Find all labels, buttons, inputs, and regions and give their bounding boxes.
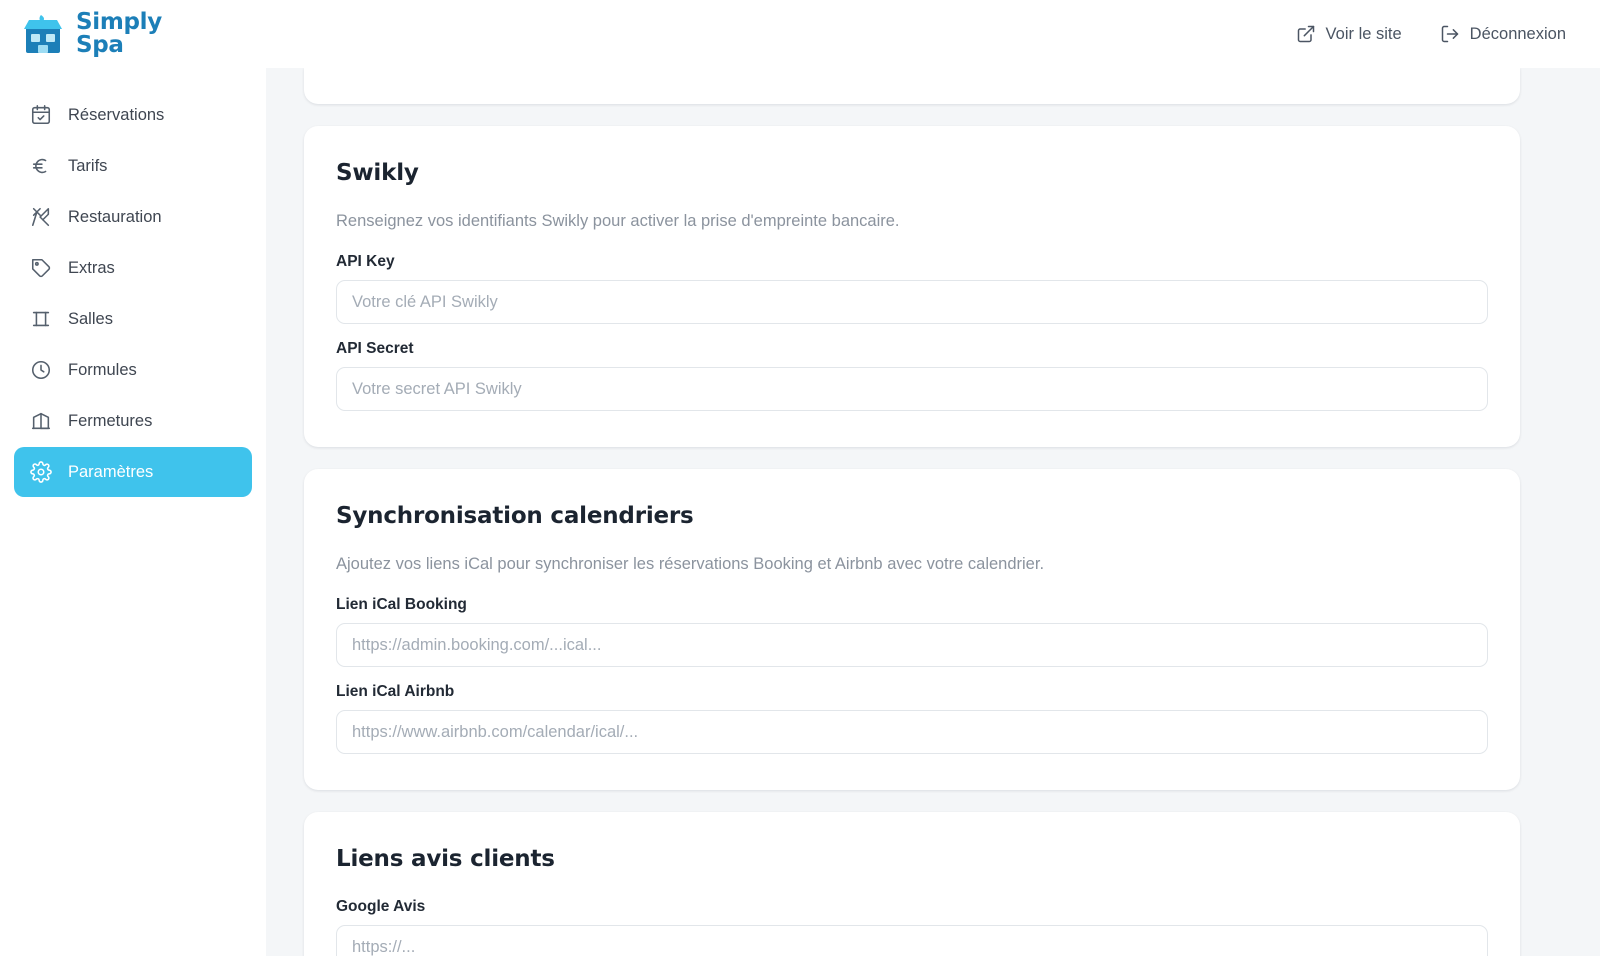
- field-label: API Secret: [336, 340, 414, 357]
- section-review-links: [304, 812, 1520, 956]
- cutlery-icon: [30, 206, 52, 228]
- section-title: Liens avis clients: [336, 846, 555, 872]
- sidebar-item-label: Fermetures: [68, 411, 153, 430]
- field-ical-booking: [336, 596, 1488, 667]
- section-description: Renseignez vos identifiants Swikly pour activer la prise d'empreinte bancaire.: [336, 212, 900, 230]
- sidebar-item-parametres[interactable]: [14, 447, 252, 497]
- columns-icon: [30, 308, 52, 330]
- sidebar-item-restauration[interactable]: [14, 192, 252, 242]
- brand-name-line2: Spa: [76, 32, 124, 58]
- logout-icon: [1440, 24, 1460, 44]
- field-label: Lien iCal Booking: [336, 596, 467, 613]
- section-description: Ajoutez vos liens iCal pour synchroniser les réservations Booking et Airbnb avec votre calendrier.: [336, 555, 1045, 573]
- field-label: Lien iCal Airbnb: [336, 683, 455, 700]
- sidebar-item-salles[interactable]: [14, 294, 252, 344]
- brand-name-line1: Simply: [76, 8, 162, 35]
- sidebar-item-label: Tarifs: [68, 156, 108, 175]
- google-reviews-input[interactable]: [336, 925, 1488, 956]
- sidebar-item-label: Formules: [68, 360, 137, 379]
- gear-icon: [30, 461, 52, 483]
- section-calendar-sync: [304, 469, 1520, 790]
- calendar-check-icon: [30, 104, 52, 126]
- top-bar-actions: [1296, 24, 1566, 44]
- sidebar-item-reservations[interactable]: [14, 90, 252, 140]
- brand-name: [76, 8, 162, 58]
- sidebar: [0, 68, 266, 956]
- field-label: API Key: [336, 253, 395, 270]
- sidebar-item-label: Salles: [68, 309, 113, 328]
- field-api-secret: [336, 340, 1488, 411]
- section-swikly: [304, 126, 1520, 447]
- api-secret-input[interactable]: [336, 367, 1488, 411]
- api-key-input[interactable]: [336, 280, 1488, 324]
- main-content: [266, 68, 1600, 956]
- sidebar-item-extras[interactable]: [14, 243, 252, 293]
- euro-icon: [30, 155, 52, 177]
- sidebar-item-formules[interactable]: [14, 345, 252, 395]
- section-title: Synchronisation calendriers: [336, 503, 694, 529]
- top-bar: [0, 0, 1600, 68]
- clock-icon: [30, 359, 52, 381]
- logout-button[interactable]: [1440, 24, 1566, 44]
- logout-label: Déconnexion: [1469, 24, 1566, 43]
- settings-sections: [266, 68, 1600, 956]
- sidebar-item-tarifs[interactable]: [14, 141, 252, 191]
- section-title: Swikly: [336, 160, 419, 186]
- sidebar-item-label: Restauration: [68, 207, 162, 226]
- external-link-icon: [1296, 24, 1316, 44]
- view-site-button[interactable]: [1296, 24, 1402, 44]
- ical-booking-input[interactable]: [336, 623, 1488, 667]
- field-google-reviews: [336, 898, 1488, 956]
- sidebar-item-label: Paramètres: [68, 462, 154, 481]
- sidebar-item-label: Réservations: [68, 105, 165, 124]
- sidebar-item-fermetures[interactable]: [14, 396, 252, 446]
- tag-icon: [30, 257, 52, 279]
- brand-logo[interactable]: [20, 8, 162, 58]
- sidebar-item-label: Extras: [68, 258, 115, 277]
- spa-building-icon: [20, 12, 66, 56]
- field-ical-airbnb: [336, 683, 1488, 754]
- ical-airbnb-input[interactable]: [336, 710, 1488, 754]
- door-icon: [30, 410, 52, 432]
- field-label: Google Avis: [336, 898, 426, 915]
- view-site-label: Voir le site: [1325, 24, 1402, 43]
- previous-section-clipped: [304, 68, 1520, 104]
- field-api-key: [336, 253, 1488, 324]
